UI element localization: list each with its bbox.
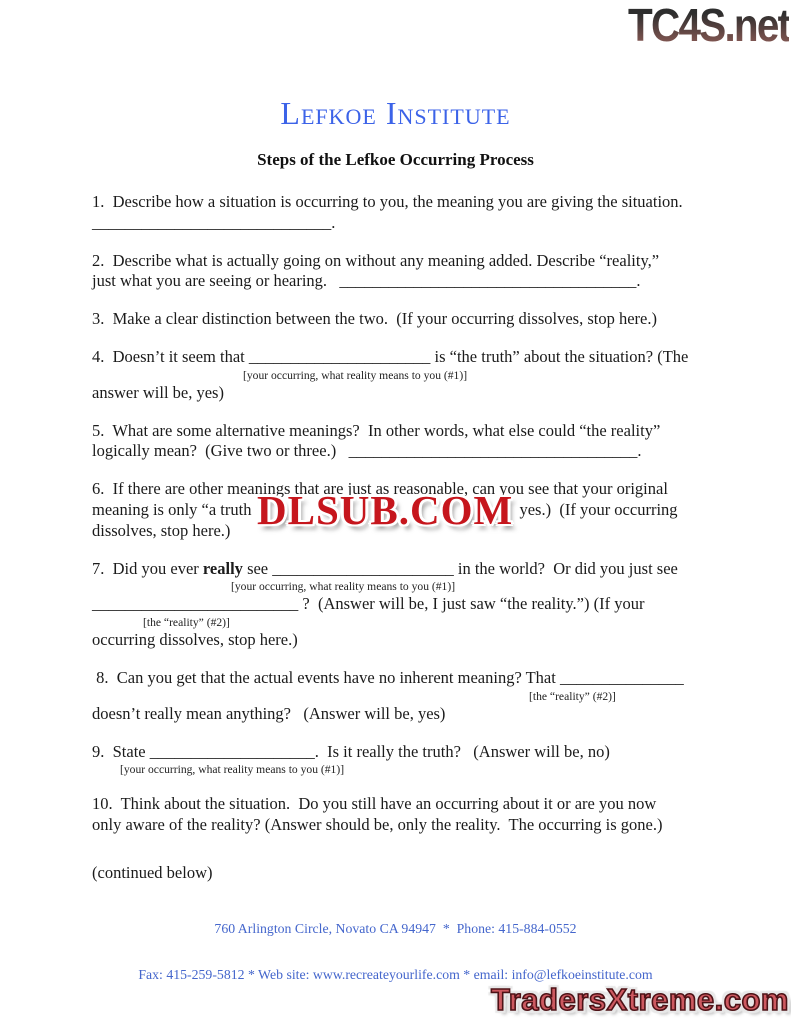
annotation-line: [your occurring, what reality means to you (#1)] — [243, 368, 468, 382]
document-line: doesn’t really mean anything? (Answer will be, yes) — [92, 703, 446, 723]
step-paragraph — [92, 309, 724, 330]
document-line: 5. What are some alternative meanings? In other words, what else could “the reality” — [92, 420, 661, 440]
document-line: dissolves, stop here.) — [92, 520, 231, 540]
tc4s-watermark: TC4S.net — [627, 0, 789, 51]
annotation-line: [your occurring, what reality means to you (#1)] — [120, 763, 345, 777]
annotation-line: [the “reality” (#2)] — [529, 689, 616, 703]
continued-note: (continued below) — [92, 862, 213, 882]
tradersxtreme-watermark: TradersXtreme.com — [491, 982, 789, 1017]
document-line: 2. Describe what is actually going on without any meaning added. Describe “reality,” — [92, 250, 660, 270]
document-line: 7. Did you ever really see ______________________ in the world? Or did you just see — [92, 558, 678, 578]
document-subtitle: Steps of the Lefkoe Occurring Process — [257, 150, 534, 169]
document-line: 3. Make a clear distinction between the two. (If your occurring dissolves, stop here.) — [92, 309, 657, 329]
step-paragraph — [92, 668, 724, 725]
step-paragraph — [92, 251, 724, 293]
document-line: just what you are seeing or hearing. ____________________________________. — [92, 271, 641, 291]
step-paragraph — [92, 794, 724, 836]
annotation-line: [your occurring, what reality means to you (#1)] — [231, 580, 456, 594]
step-paragraph — [92, 559, 724, 651]
document-line: meaning is only “a truth yes.) (If your occurring — [92, 499, 678, 519]
footer-line-2: Fax: 415-259-5812 * Web site: www.recreateyourlife.com * email: info@lefkoeinstitute.com — [138, 967, 653, 983]
document-line: answer will be, yes) — [92, 382, 224, 402]
document-line: only aware of the reality? (Answer should be, only the reality. The occurring is gone.) — [92, 815, 663, 835]
document-line: _____________________________. — [92, 212, 336, 232]
step-paragraph — [92, 347, 724, 404]
step-paragraph — [92, 421, 724, 463]
step-paragraph — [92, 192, 724, 234]
document-line: 10. Think about the situation. Do you still have an occurring about it or are you now — [92, 794, 657, 814]
document-line: 9. State ____________________. Is it really the truth? (Answer will be, no) — [92, 741, 610, 761]
step-paragraph — [92, 742, 724, 778]
document-line: 4. Doesn’t it seem that ______________________ is “the truth” about the situation? (The — [92, 346, 689, 366]
annotation-line: [the “reality” (#2)] — [143, 616, 230, 630]
document-line: occurring dissolves, stop here.) — [92, 630, 298, 650]
page-title: Lefkoe Institute — [280, 95, 511, 131]
document-line: 6. If there are other meanings that are just as reasonable, can you see that your original — [92, 479, 668, 499]
document-line: logically mean? (Give two or three.) ___________________________________. — [92, 441, 642, 461]
dlsub-watermark: DLSUB.COM — [257, 487, 514, 533]
document-line: _________________________ ? (Answer will be, I just saw “the reality.”) (If your — [92, 594, 645, 614]
document-line: 1. Describe how a situation is occurring to you, the meaning you are giving the situation. — [92, 192, 683, 211]
footer-line-1: 760 Arlington Circle, Novato CA 94947 * Phone: 415-884-0552 — [214, 920, 577, 936]
document-line: 8. Can you get that the actual events have no inherent meaning? That _______________ — [92, 667, 684, 687]
